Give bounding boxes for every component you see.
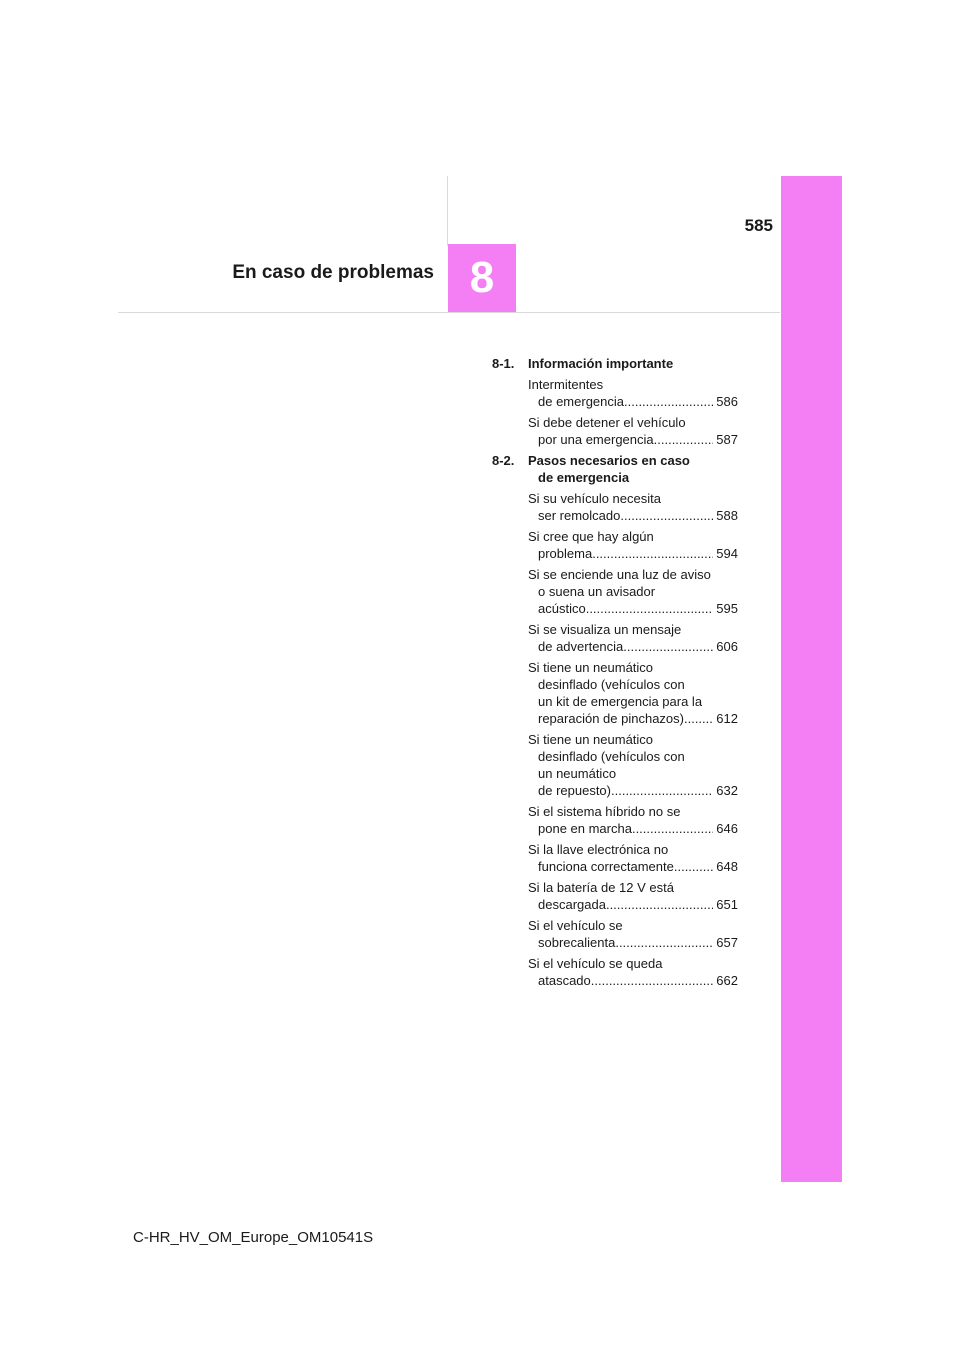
chapter-number-box (448, 244, 516, 312)
entry-last-line (528, 896, 738, 913)
entry-page-number[interactable]: 606 (716, 639, 738, 654)
page-number: 585 (744, 216, 773, 235)
toc-entry[interactable] (528, 414, 738, 448)
section-number: 8-1. (492, 356, 515, 371)
entry-last-line (528, 507, 738, 524)
dot-leader (624, 393, 713, 410)
entry-last-line (528, 858, 738, 875)
toc-entry[interactable] (528, 528, 738, 562)
entry-text-line: Si cree que hay algún (528, 529, 654, 544)
entry-page-number[interactable]: 587 (716, 432, 738, 447)
entry-page-number[interactable]: 586 (716, 394, 738, 409)
entry-text-line: acústico (538, 601, 586, 616)
section-title-line: Pasos necesarios en caso (528, 453, 690, 468)
document-code: C-HR_HV_OM_Europe_OM10541S (133, 1229, 374, 1246)
section-heading (492, 452, 738, 486)
entry-text-line: Si su vehículo necesita (528, 491, 661, 506)
entry-text-line: Si la llave electrónica no (528, 842, 669, 857)
toc-entry[interactable] (528, 566, 738, 617)
entry-text-line: descargada (538, 897, 606, 912)
entry-text-line: funciona correctamente (538, 859, 674, 874)
dot-leader (592, 545, 713, 562)
entry-text-line: Si el vehículo se queda (528, 956, 663, 971)
section-title-line: de emergencia (538, 470, 630, 485)
entry-page-number[interactable]: 632 (716, 783, 738, 798)
dot-leader (632, 820, 713, 837)
entry-last-line (528, 820, 738, 837)
entry-last-line (528, 934, 738, 951)
entry-page-number[interactable]: 595 (716, 601, 738, 616)
entry-text-line: o suena un avisador (538, 584, 656, 599)
entry-text-line: reparación de pinchazos) (538, 711, 684, 726)
entry-page-number[interactable]: 646 (716, 821, 738, 836)
dot-leader (684, 710, 713, 727)
toc-entry[interactable] (528, 955, 738, 989)
entry-last-line (528, 431, 738, 448)
table-of-contents (492, 355, 738, 993)
header-divider-horizontal (118, 312, 780, 313)
section-number: 8-2. (492, 453, 515, 468)
entry-text-line: de repuesto) (538, 783, 611, 798)
entry-text-line: Si tiene un neumático (528, 732, 654, 747)
toc-section (492, 452, 738, 989)
section-title (528, 355, 738, 372)
chapter-title: En caso de problemas (232, 262, 434, 283)
entry-text-line: atascado (538, 973, 591, 988)
dot-leader (591, 972, 714, 989)
toc-section (492, 355, 738, 448)
section-title-line: Información importante (528, 356, 674, 371)
section-heading (492, 355, 738, 372)
dot-leader (586, 600, 714, 617)
toc-entry[interactable] (528, 879, 738, 913)
toc-entry[interactable] (528, 376, 738, 410)
dot-leader (615, 934, 713, 951)
chapter-side-tab (781, 176, 842, 1182)
entry-text-line: Si tiene un neumático (528, 660, 654, 675)
entry-page-number[interactable]: 657 (716, 935, 738, 950)
entry-page-number[interactable]: 588 (716, 508, 738, 523)
entry-text-line: Si debe detener el vehículo (528, 415, 686, 430)
toc-entry[interactable] (528, 490, 738, 524)
entry-text-line: Si la batería de 12 V está (528, 880, 674, 895)
entry-text-line: Intermitentes (528, 377, 604, 392)
entry-text-line: de advertencia (538, 639, 624, 654)
entry-page-number[interactable]: 612 (716, 711, 738, 726)
entry-page-number[interactable]: 662 (716, 973, 738, 988)
entry-page-number[interactable]: 594 (716, 546, 738, 561)
entry-page-number[interactable]: 648 (716, 859, 738, 874)
entry-last-line (528, 600, 738, 617)
entry-text-line: sobrecalienta (538, 935, 616, 950)
section-title (528, 452, 738, 486)
entry-text-line: Si se visualiza un mensaje (528, 622, 682, 637)
chapter-number: 8 (469, 253, 495, 302)
dot-leader (674, 858, 713, 875)
toc-entry[interactable] (528, 621, 738, 655)
dot-leader (654, 431, 714, 448)
entry-last-line (528, 972, 738, 989)
dot-leader (623, 638, 713, 655)
entry-last-line (528, 782, 738, 799)
entry-text-line: un kit de emergencia para la (538, 694, 703, 709)
entry-text-line: Si se enciende una luz de aviso (528, 567, 711, 582)
entry-page-number[interactable]: 651 (716, 897, 738, 912)
entry-last-line (528, 545, 738, 562)
toc-entry[interactable] (528, 841, 738, 875)
entry-text-line: desinflado (vehículos con (538, 749, 685, 764)
entry-text-line: Si el sistema híbrido no se (528, 804, 681, 819)
header-divider-vertical (447, 176, 448, 246)
toc-entry[interactable] (528, 731, 738, 799)
entry-text-line: de emergencia (538, 394, 624, 409)
entry-text-line: un neumático (538, 766, 617, 781)
toc-entry[interactable] (528, 803, 738, 837)
entry-text-line: problema (538, 546, 593, 561)
dot-leader (606, 896, 713, 913)
toc-entry[interactable] (528, 659, 738, 727)
toc-entry[interactable] (528, 917, 738, 951)
entry-last-line (528, 393, 738, 410)
entry-text-line: por una emergencia (538, 432, 654, 447)
entry-text-line: ser remolcado (538, 508, 621, 523)
entry-text-line: desinflado (vehículos con (538, 677, 685, 692)
entry-last-line (528, 710, 738, 727)
entry-text-line: Si el vehículo se (528, 918, 623, 933)
entry-last-line (528, 638, 738, 655)
entry-text-line: pone en marcha (538, 821, 632, 836)
dot-leader (611, 782, 713, 799)
dot-leader (620, 507, 713, 524)
